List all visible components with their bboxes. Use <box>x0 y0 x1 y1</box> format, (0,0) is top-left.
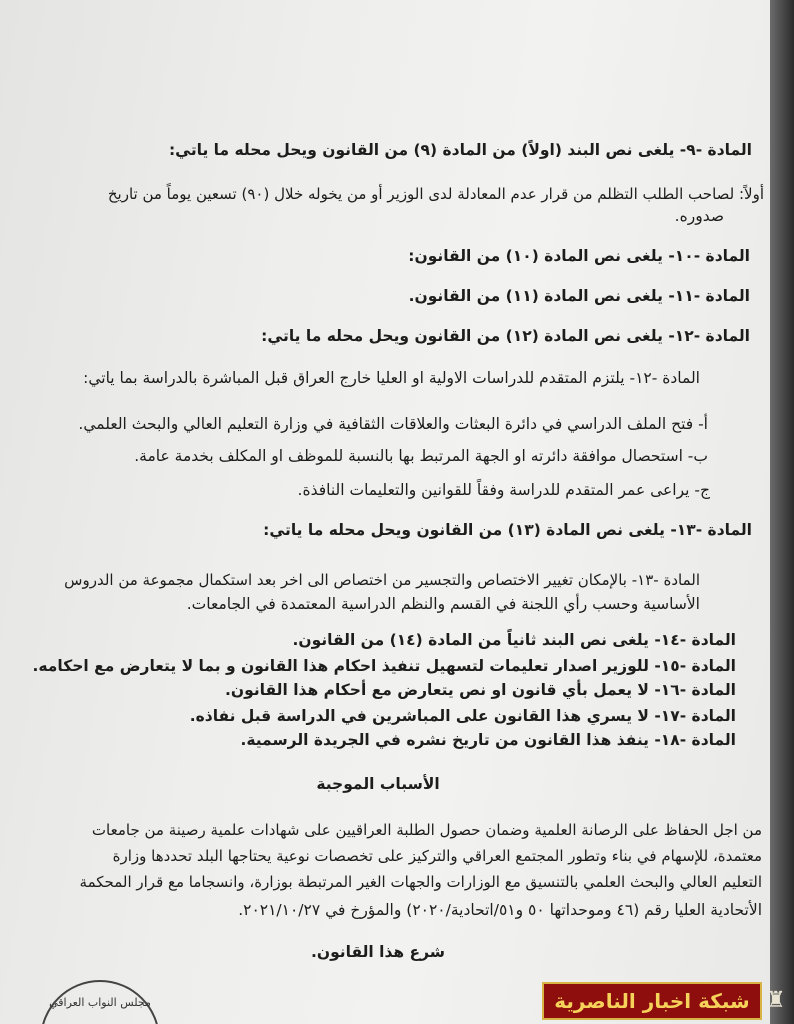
article-18: المادة -١٨- ينفذ هذا القانون من تاريخ نشره في الجريدة الرسمية. <box>240 731 736 749</box>
article-13-heading: المادة -١٣- يلغى نص المادة (١٣) من القانون ويحل محله ما ياتي: <box>263 521 752 539</box>
justification-line-2: معتمدة، للإسهام في بناء وتطور المجتمع العراقي والتركيز على تخصصات نوعية يحتاجها البلد تحددها وزارة <box>112 847 762 865</box>
article-13-text-cont: الأساسية وحسب رأي اللجنة في القسم والنظم الدراسية المعتمدة في الجامعات. <box>186 595 700 613</box>
article-12-item-a: أ- فتح الملف الدراسي في دائرة البعثات والعلاقات الثقافية في وزارة التعليم العالي والبحث العلمي. <box>78 415 708 433</box>
article-15: المادة -١٥- للوزير اصدار تعليمات لتسهيل تنفيذ احكام هذا القانون و بما لا يتعارض مع احكامه. <box>32 657 736 675</box>
article-16: المادة -١٦- لا يعمل بأي قانون او نص يتعارض مع أحكام هذا القانون. <box>225 681 736 699</box>
justification-line-3: التعليم العالي والبحث العلمي بالتنسيق مع الوزارات والجهات الغير المرتبطة بوزارة، وانسجاما مع قرار المحكمة <box>79 873 762 891</box>
justification-heading: الأسباب الموجبة <box>316 775 440 793</box>
parliament-seal: مجلس النواب العراقي <box>40 980 160 1024</box>
page-edge-shadow <box>770 0 794 1024</box>
article-12-item-c: ج- يراعى عمر المتقدم للدراسة وفقاً للقوانين والتعليمات النافذة. <box>297 481 710 499</box>
closing-line: شرع هذا القانون. <box>310 943 446 961</box>
article-9-text: أولاً: لصاحب الطلب التظلم من قرار عدم المعادلة لدى الوزير أو من يخوله خلال (٩٠) تسعين يوماً من تاريخ <box>107 185 764 203</box>
article-12-text: المادة -١٢- يلتزم المتقدم للدراسات الاولية او العليا خارج العراق قبل المباشرة بالدراسة بما ياتي: <box>83 369 700 387</box>
article-12-item-b: ب- استحصال موافقة دائرته او الجهة المرتبط بها بالنسبة للموظف او المكلف بخدمة عامة. <box>134 447 708 465</box>
watermark-logo: شبكة اخبار الناصرية <box>542 982 762 1020</box>
article-14: المادة -١٤- يلغى نص البند ثانياً من المادة (١٤) من القانون. <box>292 631 736 649</box>
lamp-icon: ♜ <box>766 988 786 1013</box>
article-12-heading: المادة -١٢- يلغى نص المادة (١٢) من القانون ويحل محله ما ياتي: <box>261 327 750 345</box>
article-11-heading: المادة -١١- يلغى نص المادة (١١) من القانون. <box>408 287 750 305</box>
article-9-heading: المادة -٩- يلغى نص البند (اولاً) من المادة (٩) من القانون ويحل محله ما ياتي: <box>168 141 752 159</box>
document-text <box>8 0 764 1024</box>
justification-line-1: من اجل الحفاظ على الرصانة العلمية وضمان حصول الطلبة العراقيين على شهادات علمية رصينة من جامعات <box>91 821 762 839</box>
justification-line-4: الأتحادية العليا رقم (٤٦ وموحداتها ٥٠ و٥١/اتحادية/٢٠٢٠) والمؤرخ في ٢٠٢١/١٠/٢٧. <box>238 901 762 919</box>
article-9-text-cont: صدوره. <box>674 207 724 225</box>
article-10-heading: المادة -١٠- يلغى نص المادة (١٠) من القانون: <box>408 247 750 265</box>
article-13-text: المادة -١٣- بالإمكان تغيير الاختصاص والتجسير من اختصاص الى اخر بعد استكمال مجموعة من الدروس <box>64 571 700 589</box>
article-17: المادة -١٧- لا يسري هذا القانون على المباشرين في الدراسة قبل نفاذه. <box>189 707 736 725</box>
